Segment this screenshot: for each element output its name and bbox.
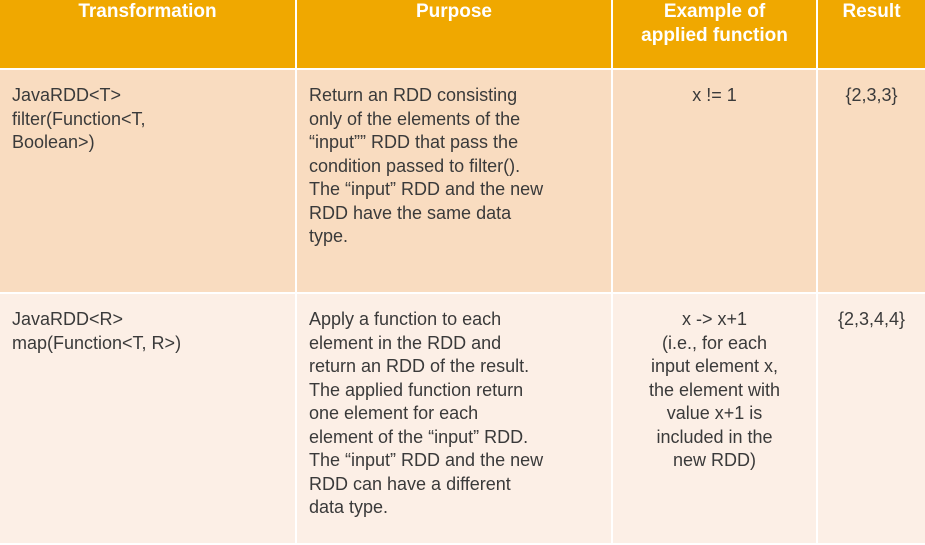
table-row <box>0 69 925 293</box>
table-row <box>0 293 925 544</box>
purpose-cell: Apply a function to each element in the RDD and return an RDD of the result. The applied function return one element for each element of the “input” RDD. The “input” RDD and the new RDD can have a different data type. <box>296 293 612 544</box>
header-example: Example of applied function <box>612 0 817 69</box>
example-cell: x -> x+1 (i.e., for each input element x, the element with value x+1 is included in the new RDD) <box>612 293 817 544</box>
transformation-cell: JavaRDD<T> filter(Function<T, Boolean>) <box>0 69 296 293</box>
example-cell: x != 1 <box>612 69 817 293</box>
header-purpose: Purpose <box>296 0 612 69</box>
header-result: Result <box>817 0 925 69</box>
transformation-cell: JavaRDD<R> map(Function<T, R>) <box>0 293 296 544</box>
purpose-cell: Return an RDD consisting only of the elements of the “input”” RDD that pass the condition passed to filter(). The “input” RDD and the new RDD have the same data type. <box>296 69 612 293</box>
result-cell: {2,3,3} <box>817 69 925 293</box>
header-transformation: Transformation <box>0 0 296 69</box>
header-row <box>0 0 925 69</box>
result-cell: {2,3,4,4} <box>817 293 925 544</box>
